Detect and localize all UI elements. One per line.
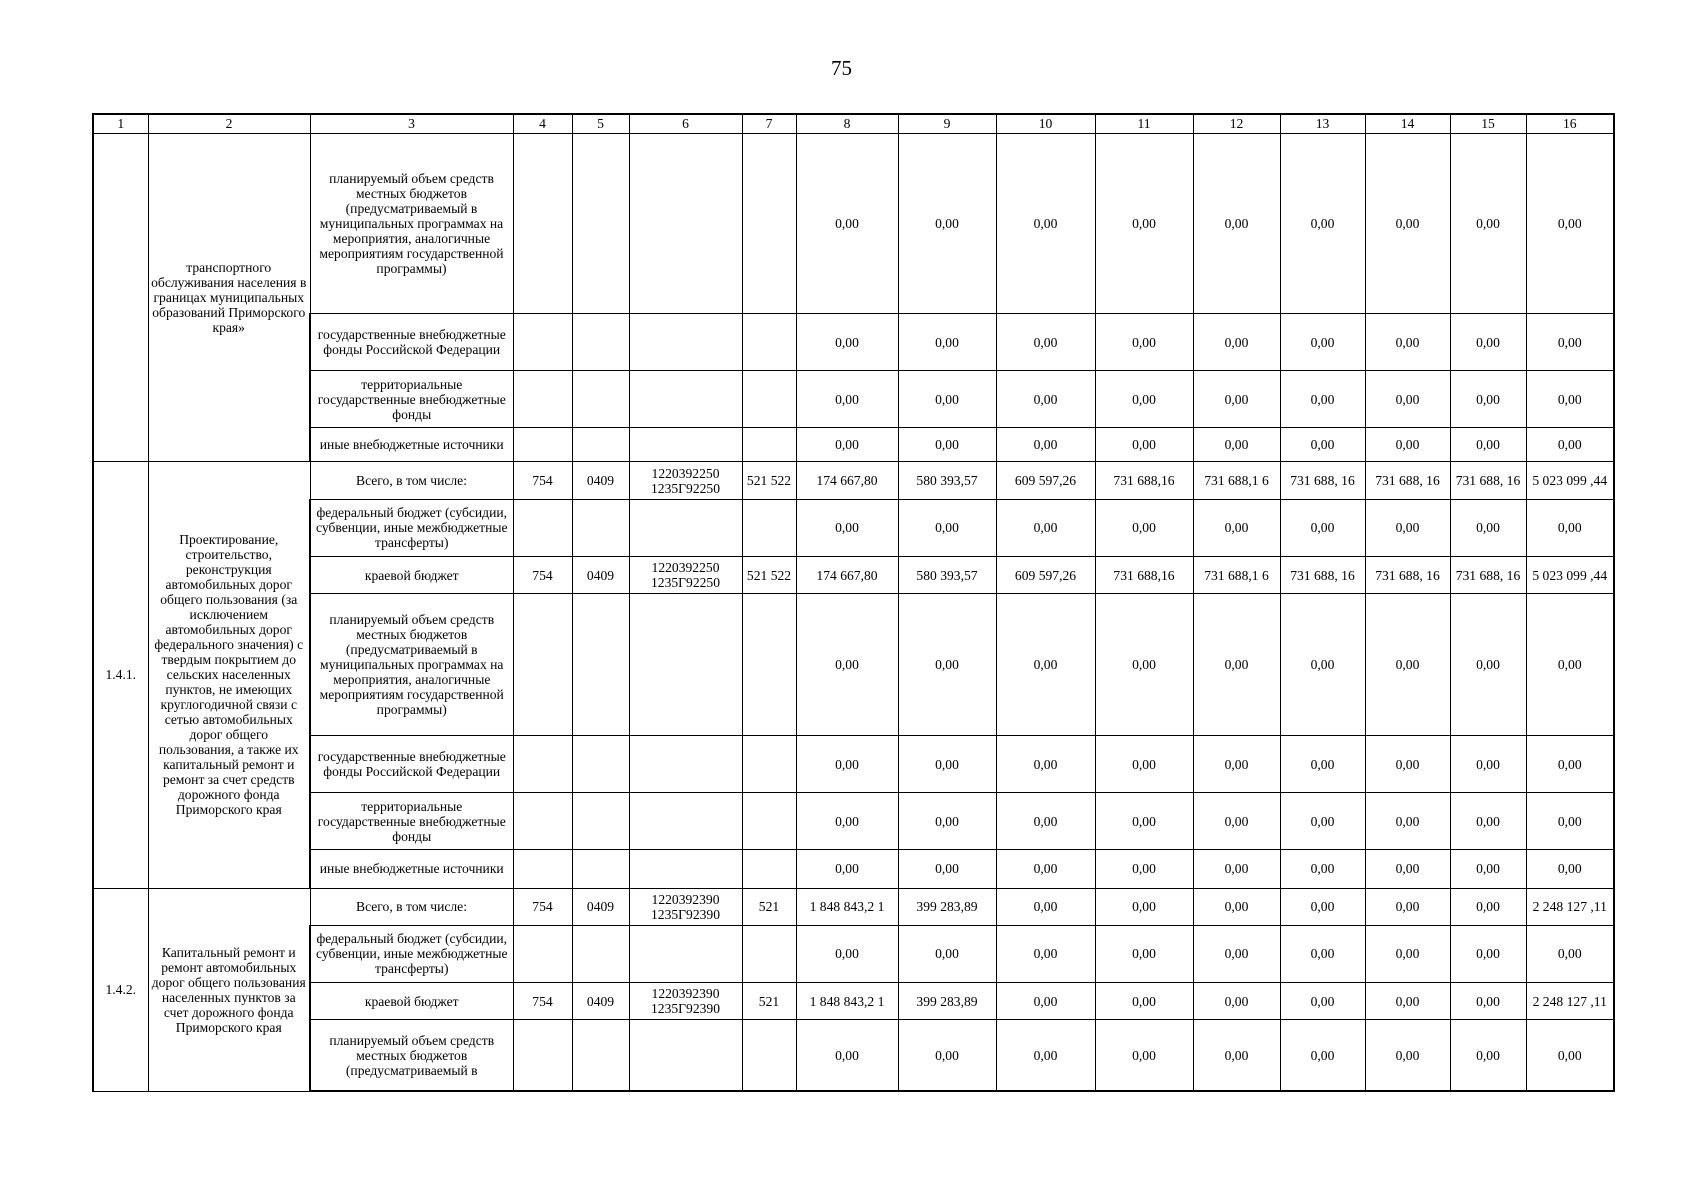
amount-cell: 0,00	[898, 926, 996, 983]
expense-type-cell: 521 522	[742, 556, 796, 594]
amount-cell: 1 848 843,2 1	[796, 888, 898, 926]
amount-cell: 0,00	[996, 427, 1095, 461]
amount-cell: 0,00	[996, 314, 1095, 371]
amount-cell: 0,00	[996, 849, 1095, 888]
grbs-code-cell	[513, 594, 572, 736]
amount-cell: 0,00	[1526, 793, 1614, 850]
amount-cell: 0,00	[1450, 926, 1526, 983]
amount-cell: 0,00	[1450, 499, 1526, 556]
grbs-code-cell	[513, 926, 572, 983]
expense-type-cell	[742, 926, 796, 983]
header-cell: 13	[1280, 114, 1365, 133]
header-cell: 14	[1365, 114, 1450, 133]
amount-cell: 0,00	[898, 594, 996, 736]
header-cell: 12	[1193, 114, 1280, 133]
amount-cell: 0,00	[1450, 314, 1526, 371]
amount-cell: 0,00	[1365, 888, 1450, 926]
amount-cell: 0,00	[796, 499, 898, 556]
header-cell: 11	[1095, 114, 1193, 133]
header-cell: 15	[1450, 114, 1526, 133]
amount-cell: 0,00	[1095, 427, 1193, 461]
amount-cell: 0,00	[1280, 499, 1365, 556]
amount-cell: 580 393,57	[898, 556, 996, 594]
grbs-code-cell: 754	[513, 556, 572, 594]
amount-cell: 0,00	[1280, 888, 1365, 926]
amount-cell: 731 688, 16	[1365, 462, 1450, 500]
expense-type-cell	[742, 1020, 796, 1091]
target-article-cell: 1220392390 1235Г92390	[629, 888, 742, 926]
section-code-cell	[572, 793, 629, 850]
expense-type-cell	[742, 427, 796, 461]
amount-cell: 0,00	[796, 1020, 898, 1091]
target-article-cell	[629, 427, 742, 461]
section-code-cell	[572, 427, 629, 461]
amount-cell: 0,00	[1526, 1020, 1614, 1091]
amount-cell: 399 283,89	[898, 982, 996, 1020]
section-code-cell	[572, 499, 629, 556]
grbs-code-cell	[513, 133, 572, 314]
target-article-cell	[629, 133, 742, 314]
amount-cell: 0,00	[1526, 736, 1614, 793]
amount-cell: 0,00	[1365, 314, 1450, 371]
header-cell: 6	[629, 114, 742, 133]
expense-type-cell	[742, 849, 796, 888]
grbs-code-cell	[513, 371, 572, 428]
amount-cell: 0,00	[1193, 793, 1280, 850]
funding-source-cell: федеральный бюджет (субсидии, субвенции, иные межбюджетные трансферты)	[310, 499, 513, 556]
target-article-cell	[629, 594, 742, 736]
funding-source-cell: иные внебюджетные источники	[310, 427, 513, 461]
amount-cell: 0,00	[1193, 982, 1280, 1020]
expense-type-cell	[742, 594, 796, 736]
amount-cell: 0,00	[996, 926, 1095, 983]
amount-cell: 0,00	[1193, 371, 1280, 428]
funding-source-cell: Всего, в том числе:	[310, 888, 513, 926]
target-article-cell	[629, 314, 742, 371]
header-cell: 7	[742, 114, 796, 133]
expense-type-cell	[742, 371, 796, 428]
funding-source-cell: Всего, в том числе:	[310, 462, 513, 500]
amount-cell: 0,00	[1280, 1020, 1365, 1091]
amount-cell: 0,00	[1280, 371, 1365, 428]
amount-cell: 0,00	[996, 1020, 1095, 1091]
item-name-cell: транспортного обслуживания населения в границах муниципальных образований Приморского края»	[148, 133, 310, 462]
table-row	[93, 982, 1614, 1020]
funding-source-cell: территориальные государственные внебюджетные фонды	[310, 793, 513, 850]
table-row	[93, 462, 1614, 500]
amount-cell: 399 283,89	[898, 888, 996, 926]
amount-cell: 0,00	[1526, 314, 1614, 371]
amount-cell: 0,00	[1450, 736, 1526, 793]
amount-cell: 0,00	[1450, 427, 1526, 461]
amount-cell: 0,00	[996, 371, 1095, 428]
section-code-cell: 0409	[572, 556, 629, 594]
target-article-cell	[629, 499, 742, 556]
amount-cell: 2 248 127 ,11	[1526, 982, 1614, 1020]
table-row	[93, 371, 1614, 428]
amount-cell: 0,00	[898, 1020, 996, 1091]
amount-cell: 0,00	[1193, 499, 1280, 556]
amount-cell: 0,00	[1280, 427, 1365, 461]
amount-cell: 0,00	[1280, 982, 1365, 1020]
table-row	[93, 556, 1614, 594]
header-cell: 1	[93, 114, 148, 133]
funding-source-cell: иные внебюджетные источники	[310, 849, 513, 888]
amount-cell: 0,00	[898, 314, 996, 371]
amount-cell: 0,00	[1526, 371, 1614, 428]
expense-type-cell: 521	[742, 982, 796, 1020]
item-name-cell: Проектирование, строительство, реконструкция автомобильных дорог общего пользования (за исключением автомобильных дорог федерального значения) с твердым покрытием до сельских населенных пунктов, не имеющих круглогодичной связи с сетью автомобильных дорог общего пользования, а также их капитальный ремонт и ремонт за счет средств дорожного фонда Приморского края	[148, 462, 310, 888]
target-article-cell	[629, 926, 742, 983]
amount-cell: 0,00	[1193, 1020, 1280, 1091]
expense-type-cell	[742, 133, 796, 314]
amount-cell: 0,00	[1193, 594, 1280, 736]
amount-cell: 0,00	[1193, 314, 1280, 371]
amount-cell: 0,00	[1365, 499, 1450, 556]
amount-cell: 0,00	[1450, 888, 1526, 926]
funding-source-cell: федеральный бюджет (субсидии, субвенции, иные межбюджетные трансферты)	[310, 926, 513, 983]
amount-cell: 609 597,26	[996, 556, 1095, 594]
amount-cell: 0,00	[796, 849, 898, 888]
funding-source-cell: государственные внебюджетные фонды Российской Федерации	[310, 736, 513, 793]
section-code-cell	[572, 926, 629, 983]
expense-type-cell: 521 522	[742, 462, 796, 500]
amount-cell: 0,00	[1450, 594, 1526, 736]
grbs-code-cell: 754	[513, 982, 572, 1020]
amount-cell: 0,00	[1526, 594, 1614, 736]
amount-cell: 0,00	[1280, 793, 1365, 850]
amount-cell: 731 688,16	[1095, 462, 1193, 500]
target-article-cell: 1220392250 1235Г92250	[629, 556, 742, 594]
amount-cell: 0,00	[1193, 926, 1280, 983]
amount-cell: 0,00	[1365, 427, 1450, 461]
amount-cell: 0,00	[1365, 849, 1450, 888]
amount-cell: 0,00	[898, 736, 996, 793]
amount-cell: 731 688,1 6	[1193, 556, 1280, 594]
amount-cell: 0,00	[1280, 926, 1365, 983]
amount-cell: 0,00	[1280, 133, 1365, 314]
expense-type-cell	[742, 736, 796, 793]
amount-cell: 0,00	[996, 594, 1095, 736]
table-row	[93, 793, 1614, 850]
amount-cell: 0,00	[796, 133, 898, 314]
amount-cell: 0,00	[1095, 926, 1193, 983]
amount-cell: 0,00	[1193, 888, 1280, 926]
table-row	[93, 314, 1614, 371]
table-row	[93, 594, 1614, 736]
grbs-code-cell	[513, 427, 572, 461]
target-article-cell	[629, 371, 742, 428]
amount-cell: 0,00	[1095, 849, 1193, 888]
budget-table-body	[93, 114, 1614, 1091]
amount-cell: 0,00	[1450, 982, 1526, 1020]
target-article-cell: 1220392250 1235Г92250	[629, 462, 742, 500]
amount-cell: 0,00	[1095, 371, 1193, 428]
expense-type-cell	[742, 499, 796, 556]
amount-cell: 0,00	[796, 594, 898, 736]
budget-table	[92, 113, 1615, 1092]
expense-type-cell	[742, 793, 796, 850]
amount-cell: 0,00	[898, 371, 996, 428]
header-cell: 9	[898, 114, 996, 133]
amount-cell: 0,00	[996, 888, 1095, 926]
amount-cell: 174 667,80	[796, 556, 898, 594]
amount-cell: 731 688, 16	[1450, 556, 1526, 594]
amount-cell: 0,00	[1526, 499, 1614, 556]
amount-cell: 0,00	[1095, 888, 1193, 926]
header-cell: 16	[1526, 114, 1614, 133]
amount-cell: 0,00	[796, 736, 898, 793]
amount-cell: 731 688, 16	[1280, 462, 1365, 500]
amount-cell: 0,00	[796, 926, 898, 983]
amount-cell: 0,00	[1095, 594, 1193, 736]
grbs-code-cell	[513, 736, 572, 793]
amount-cell: 731 688,16	[1095, 556, 1193, 594]
table-row	[93, 1020, 1614, 1091]
header-cell: 5	[572, 114, 629, 133]
amount-cell: 0,00	[1193, 849, 1280, 888]
amount-cell: 0,00	[1365, 1020, 1450, 1091]
amount-cell: 731 688,1 6	[1193, 462, 1280, 500]
amount-cell: 0,00	[1095, 736, 1193, 793]
amount-cell: 0,00	[1095, 793, 1193, 850]
amount-cell: 0,00	[898, 427, 996, 461]
funding-source-cell: планируемый объем средств местных бюджетов (предусматриваемый в муниципальных программах на мероприятия, аналогичные мероприятиям государственной программы)	[310, 594, 513, 736]
amount-cell: 0,00	[996, 133, 1095, 314]
table-row	[93, 499, 1614, 556]
table-row	[93, 427, 1614, 461]
target-article-cell	[629, 736, 742, 793]
amount-cell: 0,00	[1450, 849, 1526, 888]
section-code-cell	[572, 736, 629, 793]
expense-type-cell	[742, 314, 796, 371]
amount-cell: 0,00	[1365, 371, 1450, 428]
section-code-cell	[572, 314, 629, 371]
table-row	[93, 133, 1614, 314]
target-article-cell	[629, 1020, 742, 1091]
amount-cell: 0,00	[1450, 793, 1526, 850]
amount-cell: 0,00	[996, 736, 1095, 793]
section-code-cell	[572, 594, 629, 736]
header-cell: 8	[796, 114, 898, 133]
amount-cell: 731 688, 16	[1450, 462, 1526, 500]
section-code-cell	[572, 371, 629, 428]
amount-cell: 0,00	[1095, 982, 1193, 1020]
amount-cell: 0,00	[1526, 926, 1614, 983]
amount-cell: 5 023 099 ,44	[1526, 556, 1614, 594]
section-code-cell	[572, 133, 629, 314]
grbs-code-cell	[513, 1020, 572, 1091]
amount-cell: 609 597,26	[996, 462, 1095, 500]
section-code-cell: 0409	[572, 462, 629, 500]
grbs-code-cell	[513, 314, 572, 371]
amount-cell: 0,00	[796, 427, 898, 461]
funding-source-cell: планируемый объем средств местных бюджетов (предусматриваемый в муниципальных программах на мероприятия, аналогичные мероприятиям государственной программы)	[310, 133, 513, 314]
amount-cell: 0,00	[796, 793, 898, 850]
table-row	[93, 888, 1614, 926]
amount-cell: 0,00	[898, 849, 996, 888]
amount-cell: 0,00	[1193, 736, 1280, 793]
amount-cell: 0,00	[1280, 736, 1365, 793]
item-name-cell: Капитальный ремонт и ремонт автомобильных дорог общего пользования населенных пунктов за счет дорожного фонда Приморского края	[148, 888, 310, 1091]
header-cell: 2	[148, 114, 310, 133]
grbs-code-cell	[513, 499, 572, 556]
table-row	[93, 926, 1614, 983]
amount-cell: 0,00	[1526, 133, 1614, 314]
amount-cell: 0,00	[1095, 133, 1193, 314]
amount-cell: 0,00	[1526, 849, 1614, 888]
amount-cell: 0,00	[796, 314, 898, 371]
amount-cell: 0,00	[1365, 133, 1450, 314]
target-article-cell: 1220392390 1235Г92390	[629, 982, 742, 1020]
amount-cell: 2 248 127 ,11	[1526, 888, 1614, 926]
amount-cell: 0,00	[898, 793, 996, 850]
grbs-code-cell	[513, 849, 572, 888]
amount-cell: 731 688, 16	[1280, 556, 1365, 594]
table-row	[93, 736, 1614, 793]
amount-cell: 0,00	[1365, 736, 1450, 793]
amount-cell: 0,00	[1193, 133, 1280, 314]
amount-cell: 1 848 843,2 1	[796, 982, 898, 1020]
item-number-cell: 1.4.1.	[93, 462, 148, 888]
funding-source-cell: краевой бюджет	[310, 556, 513, 594]
amount-cell: 174 667,80	[796, 462, 898, 500]
funding-source-cell: территориальные государственные внебюджетные фонды	[310, 371, 513, 428]
amount-cell: 0,00	[1450, 1020, 1526, 1091]
section-code-cell	[572, 849, 629, 888]
item-number-cell: 1.4.2.	[93, 888, 148, 1091]
amount-cell: 0,00	[1280, 314, 1365, 371]
target-article-cell	[629, 849, 742, 888]
amount-cell: 0,00	[996, 982, 1095, 1020]
amount-cell: 0,00	[796, 371, 898, 428]
grbs-code-cell	[513, 793, 572, 850]
grbs-code-cell: 754	[513, 888, 572, 926]
amount-cell: 731 688, 16	[1365, 556, 1450, 594]
amount-cell: 0,00	[1450, 371, 1526, 428]
amount-cell: 0,00	[1365, 982, 1450, 1020]
amount-cell: 0,00	[898, 133, 996, 314]
target-article-cell	[629, 793, 742, 850]
expense-type-cell: 521	[742, 888, 796, 926]
amount-cell: 0,00	[1365, 793, 1450, 850]
amount-cell: 0,00	[1193, 427, 1280, 461]
amount-cell: 0,00	[996, 499, 1095, 556]
amount-cell: 0,00	[1280, 849, 1365, 888]
section-code-cell: 0409	[572, 982, 629, 1020]
grbs-code-cell: 754	[513, 462, 572, 500]
amount-cell: 0,00	[1095, 314, 1193, 371]
amount-cell: 0,00	[1095, 1020, 1193, 1091]
page-number: 75	[831, 56, 852, 80]
amount-cell: 0,00	[1095, 499, 1193, 556]
funding-source-cell: краевой бюджет	[310, 982, 513, 1020]
amount-cell: 0,00	[1450, 133, 1526, 314]
amount-cell: 580 393,57	[898, 462, 996, 500]
header-cell: 10	[996, 114, 1095, 133]
amount-cell: 0,00	[1365, 926, 1450, 983]
header-cell: 3	[310, 114, 513, 133]
amount-cell: 0,00	[1280, 594, 1365, 736]
amount-cell: 0,00	[1365, 594, 1450, 736]
header-row	[93, 114, 1614, 133]
item-number-cell	[93, 133, 148, 462]
amount-cell: 0,00	[996, 793, 1095, 850]
amount-cell: 0,00	[898, 499, 996, 556]
header-cell: 4	[513, 114, 572, 133]
section-code-cell	[572, 1020, 629, 1091]
amount-cell: 5 023 099 ,44	[1526, 462, 1614, 500]
amount-cell: 0,00	[1526, 427, 1614, 461]
section-code-cell: 0409	[572, 888, 629, 926]
funding-source-cell: планируемый объем средств местных бюджетов (предусматриваемый в	[310, 1020, 513, 1091]
table-row	[93, 849, 1614, 888]
funding-source-cell: государственные внебюджетные фонды Российской Федерации	[310, 314, 513, 371]
